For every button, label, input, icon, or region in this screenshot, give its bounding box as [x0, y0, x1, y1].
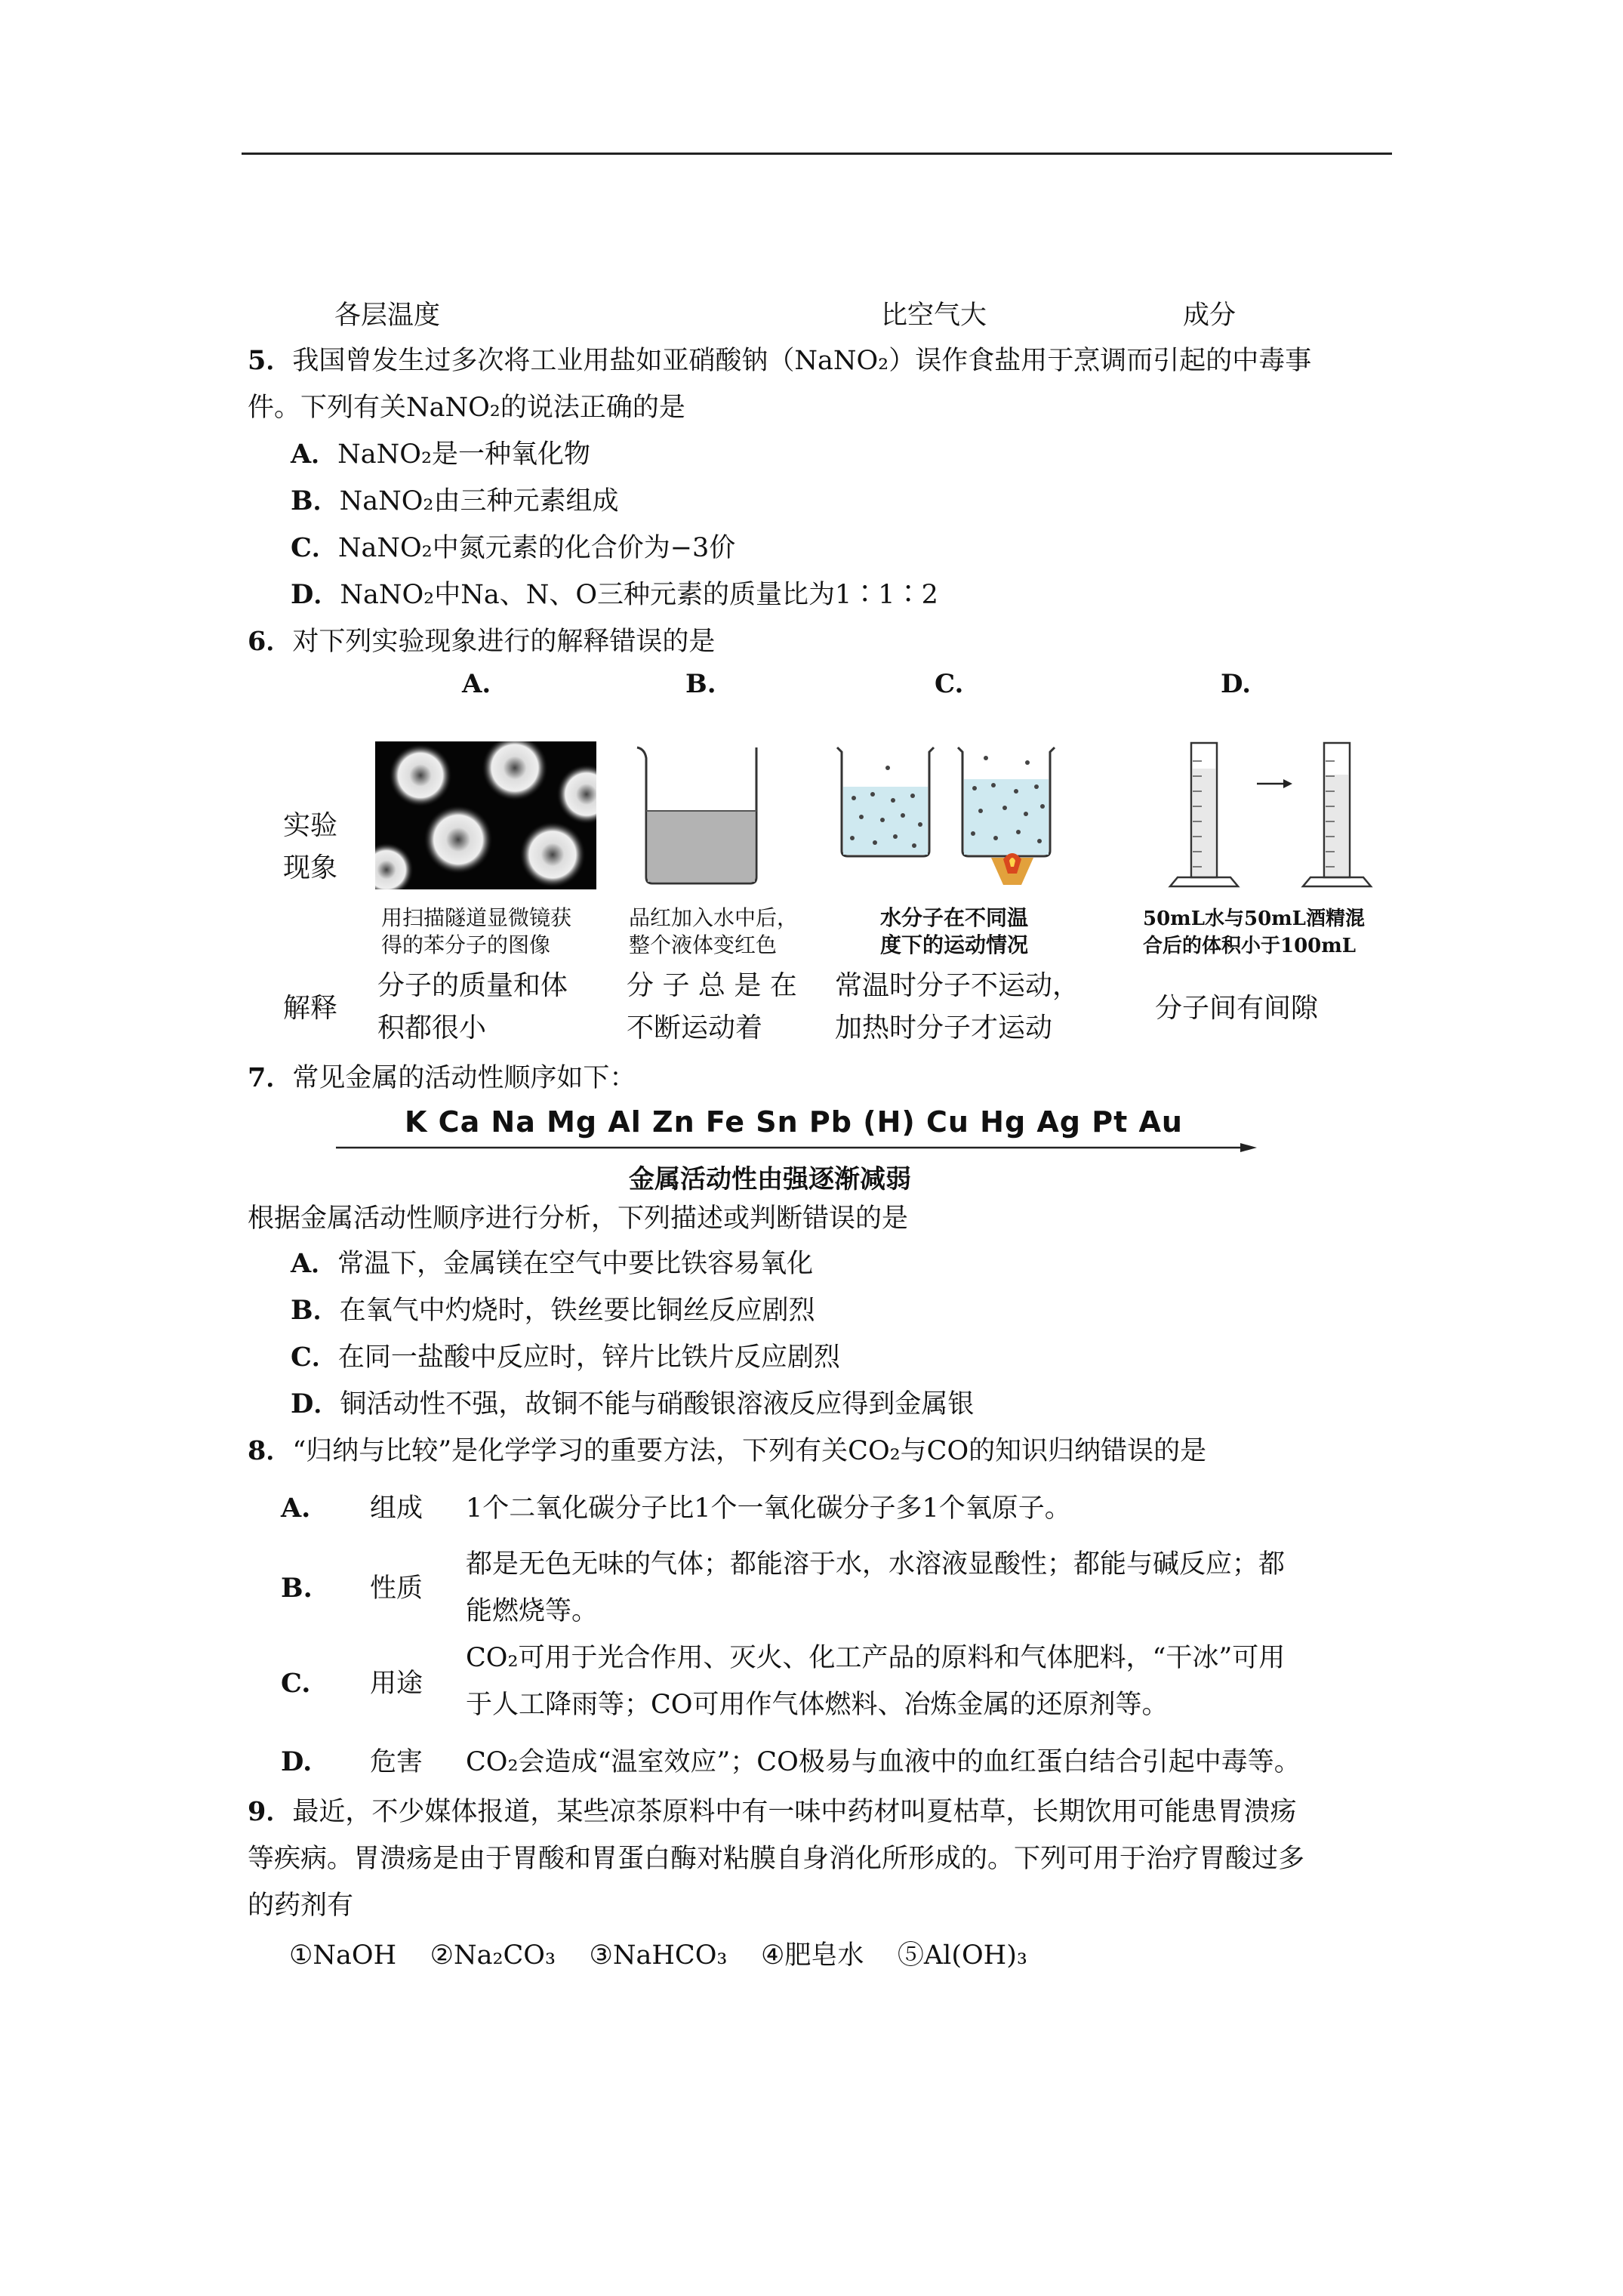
q8-row-c-category: 用途: [370, 1669, 423, 1699]
q7-option-a[interactable]: A．常温下，金属镁在空气中要比铁容易氧化: [291, 1248, 814, 1279]
q9-choice-4: ④肥皂水: [760, 1940, 864, 1971]
q9-stem-line1: 9．最近，不少媒体报道，某些凉茶原料中有一味中药材叫夏枯草，长期饮用可能患胃溃疡: [248, 1796, 1297, 1827]
q5-stem-line2: 件。下列有关NaNO₂的说法正确的是: [248, 393, 685, 423]
q8-row-c-text-2: 于人工降雨等；CO可用作气体燃料、冶炼金属的还原剂等。: [466, 1690, 1169, 1720]
q9-stem-line3: 的药剂有: [248, 1891, 354, 1921]
q6-caption-b-2: 整个液体变红色: [629, 932, 778, 957]
q6-row-label-phenomenon-2: 现象: [283, 852, 338, 883]
water-molecules-image: [831, 741, 1058, 892]
fragment-text-2: 比空气大: [881, 300, 987, 331]
q6-stem: 6．对下列实验现象进行的解释错误的是: [248, 626, 716, 657]
q6-caption-c-1: 水分子在不同温: [880, 905, 1029, 930]
q6-header-b: B.: [685, 669, 716, 699]
metal-activity-series: K Ca Na Mg Al Zn Fe Sn Pb (H) Cu Hg Ag Pt Au: [405, 1105, 1183, 1139]
q8-row-b-text-2: 能燃烧等。: [466, 1596, 599, 1626]
q8-row-a-text: 1个二氧化碳分子比1个一氧化碳分子多1个氧原子。: [466, 1493, 1071, 1524]
q5-stem-line1: 5．我国曾发生过多次将工业用盐如亚硝酸钠（NaNO₂）误作食盐用于烹调而引起的中毒事: [248, 345, 1312, 376]
q8-row-a-letter[interactable]: A.: [281, 1493, 311, 1524]
q7-option-b[interactable]: B．在氧气中灼烧时，铁丝要比铜丝反应剧烈: [291, 1295, 815, 1326]
beaker-image: [630, 741, 765, 889]
q8-row-d-letter[interactable]: D.: [281, 1746, 313, 1777]
q6-caption-a-2: 得的苯分子的图像: [381, 932, 551, 957]
q9-choice-2: ②Na₂CO₃: [430, 1940, 556, 1971]
q9-choice-1: ①NaOH: [289, 1940, 397, 1971]
q8-row-b-category: 性质: [370, 1573, 423, 1604]
q6-row-label-phenomenon-1: 实验: [283, 810, 338, 841]
q5-option-c[interactable]: C．NaNO₂中氮元素的化合价为−3价: [291, 532, 736, 563]
q8-row-a-category: 组成: [370, 1493, 423, 1524]
q9-stem-line2: 等疾病。胃溃疡是由于胃酸和胃蛋白酶对粘膜自身消化所形成的。下列可用于治疗胃酸过多: [248, 1844, 1305, 1874]
q6-explanation-d: 分子间有间隙: [1155, 993, 1319, 1024]
q5-option-a[interactable]: A．NaNO₂是一种氧化物: [291, 439, 591, 470]
q6-caption-d-1: 50mL水与50mL酒精混: [1143, 908, 1365, 930]
header-rule: [242, 153, 1392, 155]
q7-option-d[interactable]: D．铜活动性不强，故铜不能与硝酸银溶液反应得到金属银: [291, 1388, 975, 1419]
q7-lead: 根据金属活动性顺序进行分析，下列描述或判断错误的是: [248, 1203, 909, 1234]
graduated-cylinders-image: [1163, 738, 1389, 897]
q9-choices: [289, 1939, 1027, 1972]
activity-arrow-label: 金属活动性由强逐渐减弱: [629, 1164, 911, 1194]
q6-caption-b-1: 品红加入水中后，: [629, 905, 799, 930]
q6-explanation-a-1: 分子的质量和体: [377, 970, 568, 1001]
q6-caption-c-2: 度下的运动情况: [880, 932, 1029, 957]
q8-row-c-text-1: CO₂可用于光合作用、灭火、化工产品的原料和气体肥料，“干冰”可用: [466, 1643, 1286, 1673]
q7-stem: 7．常见金属的活动性顺序如下：: [248, 1062, 636, 1093]
q8-row-c-letter[interactable]: C.: [281, 1668, 311, 1699]
q5-number: 5: [248, 345, 266, 376]
q5-option-b[interactable]: B．NaNO₂由三种元素组成: [291, 485, 619, 516]
q8-row-d-text: CO₂会造成“温室效应”；CO极易与血液中的血红蛋白结合引起中毒等。: [466, 1747, 1301, 1777]
q6-explanation-c-2: 加热时分子才运动: [835, 1012, 1053, 1043]
q6-explanation-b-2: 不断运动着: [627, 1012, 763, 1043]
q9-choice-5: ⑤Al(OH)₃: [897, 1940, 1027, 1971]
q6-caption-d-2: 合后的体积小于100mL: [1143, 935, 1357, 957]
q6-explanation-c-1: 常温时分子不运动，: [835, 970, 1080, 1001]
q6-header-a: A.: [462, 669, 491, 699]
fragment-text-3: 成分: [1183, 300, 1236, 331]
benzene-stm-image: [375, 741, 596, 889]
q8-row-b-letter[interactable]: B.: [281, 1573, 313, 1604]
q6-header-d: D.: [1221, 669, 1252, 699]
fragment-text-1: 各层温度: [334, 300, 441, 331]
q6-row-label-explanation: 解释: [283, 993, 338, 1024]
q5-option-d[interactable]: D．NaNO₂中Na、N、O三种元素的质量比为1∶1∶2: [291, 579, 938, 610]
q8-row-d-category: 危害: [370, 1747, 423, 1777]
activity-arrow: [336, 1140, 1261, 1155]
q6-caption-a-1: 用扫描隧道显微镜获: [381, 905, 572, 930]
q6-explanation-a-2: 积都很小: [377, 1012, 487, 1043]
q6-explanation-b-1: 分 子 总 是 在: [627, 970, 797, 1001]
q6-header-c: C.: [935, 669, 964, 699]
q7-option-c[interactable]: C．在同一盐酸中反应时，锌片比铁片反应剧烈: [291, 1342, 840, 1373]
q8-row-b-text-1: 都是无色无味的气体；都能溶于水，水溶液显酸性；都能与碱反应；都: [466, 1549, 1286, 1579]
q8-stem: 8．“归纳与比较”是化学学习的重要方法，下列有关CO₂与CO的知识归纳错误的是: [248, 1435, 1207, 1466]
q9-choice-3: ③NaHCO₃: [589, 1940, 728, 1971]
